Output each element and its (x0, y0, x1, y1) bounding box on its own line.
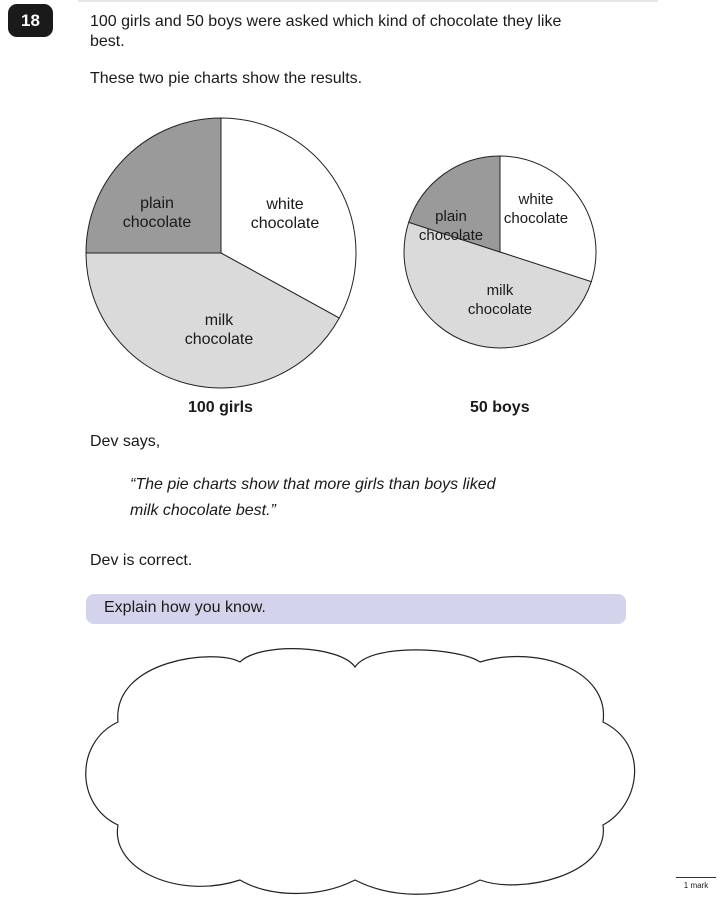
pie-label-boys-plain: plain chocolate (418, 208, 484, 244)
pie-label-girls-white: white chocolate (250, 196, 320, 232)
question-text: 100 girls and 50 boys were asked which kind of chocolate they like best. (90, 13, 562, 50)
pie-caption-girls: 100 girls (188, 399, 253, 416)
answer-cloud-outline (86, 649, 635, 895)
pie-label-boys-milk: milk chocolate (467, 282, 533, 318)
marks-label: 1 mark (676, 877, 716, 890)
pie-label-girls-milk: milk chocolate (184, 312, 254, 348)
question-subtext: These two pie charts show the results. (90, 70, 363, 87)
pie-label-girls-plain: plain chocolate (122, 195, 192, 231)
dev-quote-line-1: “The pie charts show that more girls than boys liked (130, 476, 496, 493)
dev-quote-line-2: milk chocolate best.” (130, 502, 276, 519)
pie-caption-boys: 50 boys (470, 399, 530, 416)
explain-prompt: Explain how you know. (104, 599, 266, 616)
dev-correct: Dev is correct. (90, 552, 193, 569)
dev-says: Dev says, (90, 433, 161, 450)
question-number-badge: 18 (8, 4, 53, 37)
pie-label-boys-white: white chocolate (503, 191, 569, 227)
